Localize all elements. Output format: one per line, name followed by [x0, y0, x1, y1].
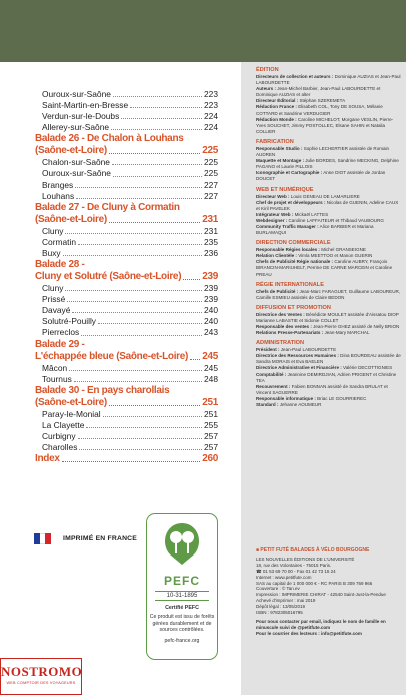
publisher-line: SAS au capital de 1 000 000 € - RC PARIS B 309 769 966: [256, 580, 373, 586]
pefc-code: 10-31-1895: [155, 591, 209, 601]
nostromo-watermark: [0, 658, 82, 695]
toc-section-heading: [35, 133, 218, 145]
credits-line: Responsable informatique : Briac LE GOURRIEREC: [256, 395, 367, 401]
toc-section-title: Balade 28 -: [35, 259, 85, 271]
credits-line: Directeurs de collection et auteurs : Dominique AUZIAS et Jean-Paul LABOURDETTE: [256, 74, 401, 86]
toc-entry: [35, 316, 218, 327]
toc-entry-title: Verdun-sur-le-Doubs: [42, 111, 120, 122]
publisher-line: ☎ 01 53 69 70 00 - Fax 01 42 73 15 24: [256, 568, 336, 574]
toc-entry-page: 235: [204, 236, 218, 247]
credits-line: Relation Clientèle : Vimla MEETTOO et Manon GUERIN: [256, 253, 373, 259]
toc-entry-title: Cormatin: [42, 236, 76, 247]
french-flag-icon: [34, 533, 51, 544]
toc-section-heading: [35, 271, 218, 283]
toc-entry-title: Cluny: [42, 283, 64, 294]
toc-entry: [35, 157, 218, 168]
toc-entry: [35, 294, 218, 305]
publisher-line: Couverture : © Tan.ev: [256, 586, 300, 592]
credits-line: Standard : Jehanne AOUMEUR: [256, 402, 322, 408]
pefc-brand: PEFC: [163, 574, 200, 588]
top-color-band: [0, 0, 406, 62]
credits-heading: RÉGIE INTERNATIONALE: [256, 281, 324, 288]
credits-heading: FABRICATION: [256, 138, 294, 145]
publisher-line: 18, rue des Volontaires - 75015 Paris.: [256, 562, 332, 568]
toc-entry-page: 227: [204, 190, 218, 201]
publisher-block: [256, 548, 402, 637]
toc-section-page: 225: [202, 145, 218, 157]
toc-entry-title: Louhans: [42, 190, 75, 201]
toc-section-heading: [35, 453, 218, 465]
toc-entry-page: 245: [204, 362, 218, 373]
toc-entry-page: 225: [204, 168, 218, 179]
credits-heading: ÉDITION: [256, 67, 279, 73]
toc-section-page: 251: [202, 396, 218, 408]
toc-section-title: Balade 26 - De Chalon à Louhans: [35, 133, 184, 145]
toc-entry-title: Davayé: [42, 305, 71, 316]
toc-section-heading: [35, 397, 218, 409]
publisher-line: Achevé d'imprimer : mai 2019: [256, 598, 316, 604]
credits-line: Chefs de Publicité : Jean-Marc FARAGUET, Guillaume LABOUREUR, Camille ESMIEU assistés de Claire BEDON: [256, 288, 401, 300]
toc-section-heading: [35, 202, 218, 214]
toc-entry-title: Curbigny: [42, 430, 76, 441]
printed-in-france: [34, 533, 137, 544]
toc-section-heading: [35, 385, 218, 397]
publisher-line: ISBN : 9782305016795: [256, 610, 303, 616]
toc-entry-page: 255: [204, 419, 218, 430]
toc-entry: [35, 409, 218, 420]
toc-entry-title: Ouroux-sur-Saône: [42, 168, 111, 179]
toc-entry: [35, 374, 218, 385]
credits-line: Responsable Régies locales : Michel GRANSEIGNE: [256, 247, 366, 253]
toc-entry: [35, 363, 218, 374]
credits-line: Iconographie et Cartographie : Anne DIOT assistée de Jordan DOUCET: [256, 170, 386, 182]
publisher-line: Internet : www.petitfute.com: [256, 574, 312, 580]
toc-entry-title: Solutré-Pouilly: [42, 316, 96, 327]
toc-entry-page: 239: [204, 294, 218, 305]
toc-entry-page: 257: [204, 430, 218, 441]
toc-entry: [35, 305, 218, 316]
credits-line: Président : Jean-Paul LABOURDETTE: [256, 347, 337, 353]
toc-entry-page: 223: [204, 100, 218, 111]
credits-line: Maquette et Montage : Julie BORDES, Sandrine MECKING, Delphine PAGANO et Laurie PILLOIS: [256, 158, 399, 170]
toc-section-title: Balade 29 -: [35, 338, 85, 350]
courrier-line: Pour le courrier des lecteurs : info@petitfute.com: [256, 630, 362, 636]
toc-entry: [35, 237, 218, 248]
toc-entry-title: Chalon-sur-Saône: [42, 157, 110, 168]
toc-entry-title: La Clayette: [42, 419, 85, 430]
toc-section-title: L'échappée bleue (Saône-et-Loire): [35, 350, 189, 362]
toc-entry-title: Pierreclos: [42, 327, 80, 338]
toc-entry-page: 251: [204, 408, 218, 419]
toc-entry: [35, 122, 218, 133]
credits-line: Responsable des ventes : Jean-Pierre GHEZ assisté de Nelly BRION: [256, 324, 400, 329]
toc-section-page: 231: [202, 213, 218, 225]
toc-entry-title: Branges: [42, 179, 74, 190]
toc-entry-page: 223: [204, 89, 218, 99]
toc-entry: [35, 100, 218, 111]
credits-line: Webdesigner : Caroline LAFFAITEUR et Thibaud VAUBOURG: [256, 217, 384, 223]
credits-line: Community Traffic Manager : Alice BARBIER et Mariana BURLAMAQUI: [256, 223, 374, 236]
printed-label: IMPRIMÉ EN FRANCE: [63, 535, 138, 542]
credits-line: Chef de projet et développeurs : Nicolas de GUENIN, Adeline CAUX et Kiril PAVELEK: [256, 199, 399, 211]
table-of-contents: [35, 89, 218, 465]
toc-entry: [35, 226, 218, 237]
toc-section-heading: [35, 145, 218, 157]
toc-entry-title: Charolles: [42, 441, 78, 452]
toc-entry-page: 240: [204, 305, 218, 316]
toc-entry-title: Saint-Martin-en-Bresse: [42, 100, 129, 111]
toc-section-title: Index: [35, 453, 60, 465]
toc-entry: [35, 327, 218, 338]
publisher-lines: [256, 557, 402, 616]
toc-entry-title: Allerey-sur-Saône: [42, 122, 110, 133]
credits-line: Recouvrement : Fabien BONNAN assisté de Sandra BRULAT et Vincent SAGUERRE: [256, 383, 388, 395]
credits-heading: DIRECTION COMMERCIALE: [256, 240, 331, 247]
toc-section-title: Balade 30 - En pays charollais: [35, 384, 170, 396]
toc-entry-page: 243: [204, 327, 218, 338]
credits-line: Directeur Éditorial : Stéphan SZEREMETA: [256, 98, 346, 104]
credits-line: Intégrateur Web : Mickaël LATTES: [256, 211, 329, 217]
toc-entry: [35, 420, 218, 431]
toc-entry: [35, 168, 218, 179]
publisher-line: Impression : IMPRIMERIE CHIRAT - 42540 Saint-Just-la-Pendue: [256, 592, 386, 598]
toc-section-title: Cluny et Solutré (Saône-et-Loire): [35, 271, 182, 283]
toc-entry-title: Buxy: [42, 247, 61, 258]
toc-entry-page: 236: [204, 247, 218, 258]
toc-entry: [35, 191, 218, 202]
credits-line: Comptabilité : Jeannine DEMIRDJIAN, Adrien PRIGENT et Christine TEA: [256, 371, 397, 383]
nostromo-subtitle: WEB COMPTOIR DES VOYAGEURS: [6, 681, 76, 685]
credits-line: Directrice Administrative et Financière : Valérie DECOTTIGNIES: [256, 365, 393, 371]
credits-heading: DIFFUSION ET PROMOTION: [256, 304, 331, 311]
pefc-label: [146, 513, 218, 660]
toc-section-title: (Saône-et-Loire): [35, 213, 107, 225]
toc-entry-title: Paray-le-Monial: [42, 408, 101, 419]
toc-entry-page: 240: [204, 316, 218, 327]
toc-entry-page: 248: [204, 373, 218, 384]
toc-section-heading: [35, 214, 218, 226]
toc-entry-page: 231: [204, 225, 218, 236]
guide-title: ■ PETIT FUTÉ BALADES À VÉLO BOURGOGNE: [256, 547, 370, 553]
credits-line: Rédaction Monde : Caroline MICHELOT, Morgane VESLIN, Pierre-Yves SOUCHET, Jimmy POSTOLLEC, Elsane SAHIN et Natalia COLLIER: [256, 116, 394, 134]
toc-entry: [35, 89, 218, 100]
toc-entry: [35, 111, 218, 122]
toc-entry: [35, 248, 218, 259]
pefc-cert: Certifié PEFC: [165, 605, 199, 611]
pefc-tree-icon: [162, 521, 202, 569]
toc-entry: [35, 180, 218, 191]
credits-heading: WEB ET NUMÉRIQUE: [256, 186, 314, 193]
toc-entry: [35, 431, 218, 442]
credits-line: Rédaction France : Elisabeth COL, Tony DE SOUSA, Mélanie COTTARD et Sandrine VERDUGIER: [256, 104, 383, 116]
credits-line: Relations Presse-Partenariats : Jean-Mary MARCHAL: [256, 330, 370, 336]
toc-section-heading: [35, 339, 218, 351]
toc-section-title: (Saône-et-Loire): [35, 396, 107, 408]
toc-section-title: Balade 27 - De Cluny à Cormatin: [35, 201, 180, 213]
toc-entry-page: 225: [204, 157, 218, 168]
publisher-line: LES NOUVELLES ÉDITIONS DE L'UNIVERSITÉ: [256, 556, 355, 562]
nostromo-name: NOSTROMO: [1, 664, 83, 679]
publisher-line: Dépôt légal : 13/05/2019: [256, 604, 306, 610]
toc-entry-title: Prissé: [42, 294, 66, 305]
toc-entry-page: 257: [204, 441, 218, 452]
toc-entry: [35, 442, 218, 453]
toc-entry: [35, 283, 218, 294]
toc-entry-page: 224: [204, 111, 218, 122]
toc-entry-title: Tournus: [42, 373, 72, 384]
toc-entry-title: Cluny: [42, 225, 64, 236]
toc-section-page: 239: [202, 271, 218, 283]
credits-line: Directrice des Ventes : Bénédicte MOULET assistée d'Aissatou DIOP Marianne LABASTIE et Sidonie COLLET: [256, 311, 399, 323]
contact-line: Pour nous contacter par email, indiquez le nom de famille en minuscule suivi de @petitfute.com: [256, 618, 386, 630]
credits-line: Directrice des Ressources Humaines : Dina BOURDEAU assistée de Sandra MORAIS et Eva BAELEN: [256, 353, 401, 365]
toc-entry-page: 224: [204, 122, 218, 133]
toc-section-page: 260: [202, 453, 218, 465]
pefc-description: Ce produit est issu de forêts gérées durablement et de sources contrôlées.: [149, 614, 215, 634]
toc-section-heading: [35, 259, 218, 271]
toc-section-heading: [35, 351, 218, 363]
credits-line: Directeur Web : Louis GENEAU DE LAMARLIERE: [256, 193, 360, 199]
credits-line: Auteurs : Jean-Michel Barbier, Jean-Paul LABOURDETTE et Dominique AUZIAS et alter: [256, 86, 381, 98]
credits-line: Chefs de Publicité Régie nationale : Caroline AUBRY, François BIRANCIN-MARIUHELT, Perrine DE CARNE MARCEIN et Caroline PREAU: [256, 259, 393, 277]
toc-entry-page: 227: [204, 179, 218, 190]
toc-section-page: 245: [202, 350, 218, 362]
credits-column: [256, 66, 402, 408]
toc-entry-title: Ouroux-sur-Saône: [42, 89, 111, 99]
toc-entry-title: Mâcon: [42, 362, 68, 373]
toc-section-title: (Saône-et-Loire): [35, 145, 107, 157]
toc-entry-page: 239: [204, 283, 218, 294]
credits-heading: ADMINISTRATION: [256, 340, 305, 347]
credits-line: Responsable Studio : Sophie LECHERTIER assistée de Romain AUDREN: [256, 145, 390, 158]
pefc-url: pefc-france.org: [164, 637, 200, 644]
